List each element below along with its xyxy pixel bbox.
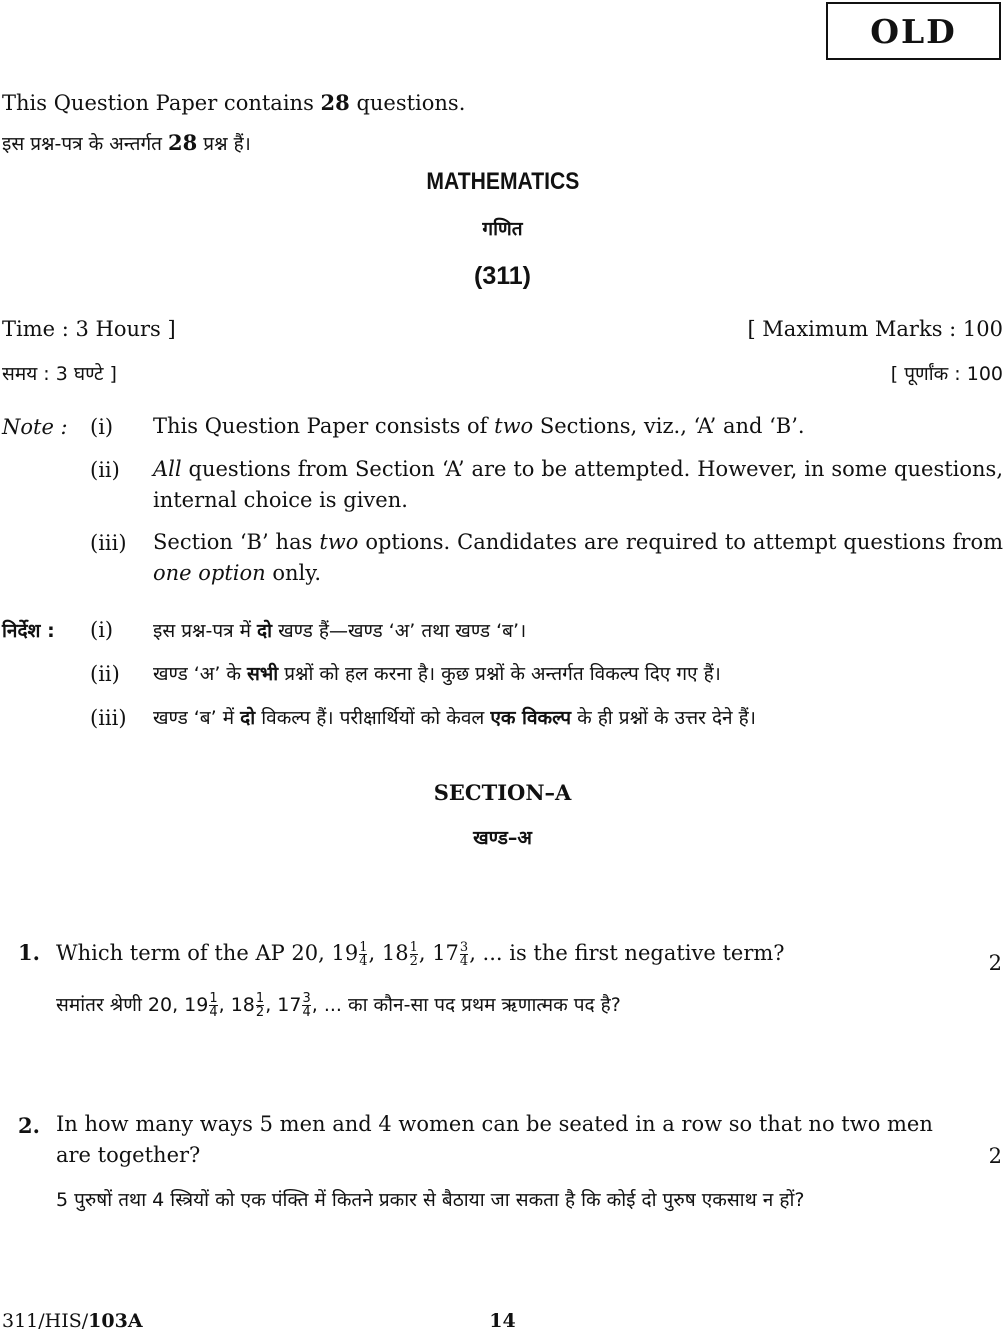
subject-title-hindi: गणित — [482, 218, 523, 240]
note-item-1: This Question Paper consists of two Sections, viz., ‘A’ and ‘B’. — [153, 414, 805, 438]
nirdesh-item-1: इस प्रश्न-पत्र में दो खण्ड हैं—खण्ड ‘अ’ तथा खण्ड ‘ब’। — [153, 620, 527, 642]
nirdesh-label: निर्देश : — [2, 620, 55, 642]
note-label: Note : — [2, 415, 68, 439]
old-badge: OLD — [826, 2, 1001, 60]
note-item-number: (iii) — [90, 531, 127, 555]
note-item-3: Section ‘B’ has two options. Candidates are required to attempt questions from one option only. — [153, 530, 1004, 585]
question-number: 1. — [18, 940, 40, 965]
note-item-number: (ii) — [90, 458, 120, 482]
question-1-hindi: समांतर श्रेणी 20, 19 $\frac{1}{4}$ , 18 $\frac{1}{2}$ , 17 $\frac{3}{4}$ , ... का कौन-सा पद प्रथम ऋणात्मक पद है? — [56, 991, 621, 1020]
nirdesh-item-number: (ii) — [90, 662, 120, 686]
intro-english: This Question Paper contains 28 questions. — [2, 90, 466, 115]
max-marks-english: [ Maximum Marks : 100 — [747, 317, 1003, 341]
max-marks-hindi: [ पूर्णांक : 100 — [890, 363, 1003, 385]
fraction: $\frac{3}{4}$ — [459, 940, 469, 969]
question-marks: 2 — [988, 1144, 1002, 1168]
fraction: $\frac{3}{4}$ — [302, 991, 311, 1020]
paper-code: 311/HIS/103A — [2, 1310, 143, 1332]
subject-code: (311) — [474, 262, 531, 290]
fraction: $\frac{1}{2}$ — [409, 940, 418, 969]
question-marks: 2 — [988, 951, 1002, 975]
nirdesh-item-3: खण्ड ‘ब’ में दो विकल्प हैं। परीक्षार्थियों को केवल एक विकल्प के ही प्रश्नों के उत्तर देने हैं। — [153, 707, 756, 729]
subject-title: MATHEMATICS — [426, 168, 579, 195]
time-english: Time : 3 Hours ] — [2, 317, 176, 341]
nirdesh-item-number: (i) — [90, 618, 114, 642]
page-number: 14 — [489, 1310, 516, 1332]
nirdesh-item-number: (iii) — [90, 706, 127, 730]
question-2-english: In how many ways 5 men and 4 women can be seated in a row so that no two men are together? — [56, 1112, 933, 1167]
fraction: $\frac{1}{2}$ — [255, 991, 265, 1020]
note-item-2: All questions from Section ‘A’ are to be attempted. However, in some questions, internal choice is given. — [153, 457, 1003, 512]
nirdesh-item-2: खण्ड ‘अ’ के सभी प्रश्नों को हल करना है। कुछ प्रश्नों के अन्तर्गत विकल्प दिए गए हैं। — [153, 663, 721, 685]
note-item-number: (i) — [90, 415, 114, 439]
question-1-english: Which term of the AP 20, 19 $\frac{1}{4}$ , 18 $\frac{1}{2}$ , 17 $\frac{3}{4}$ , ... is the first negative term? — [56, 940, 785, 969]
section-heading-hindi: खण्ड–अ — [473, 827, 532, 849]
question-number: 2. — [18, 1113, 40, 1138]
time-hindi: समय : 3 घण्टे ] — [2, 363, 117, 385]
fraction: $\frac{1}{4}$ — [209, 991, 218, 1020]
intro-hindi: इस प्रश्न-पत्र के अन्तर्गत 28 प्रश्न हैं। — [2, 130, 251, 155]
section-heading: SECTION–A — [433, 780, 572, 805]
fraction: $\frac{1}{4}$ — [359, 940, 368, 969]
question-2-hindi: 5 पुरुषों तथा 4 स्त्रियों को एक पंक्ति में कितने प्रकार से बैठाया जा सकता है कि कोई दो पुरुष एकसाथ न हों? — [56, 1189, 805, 1211]
